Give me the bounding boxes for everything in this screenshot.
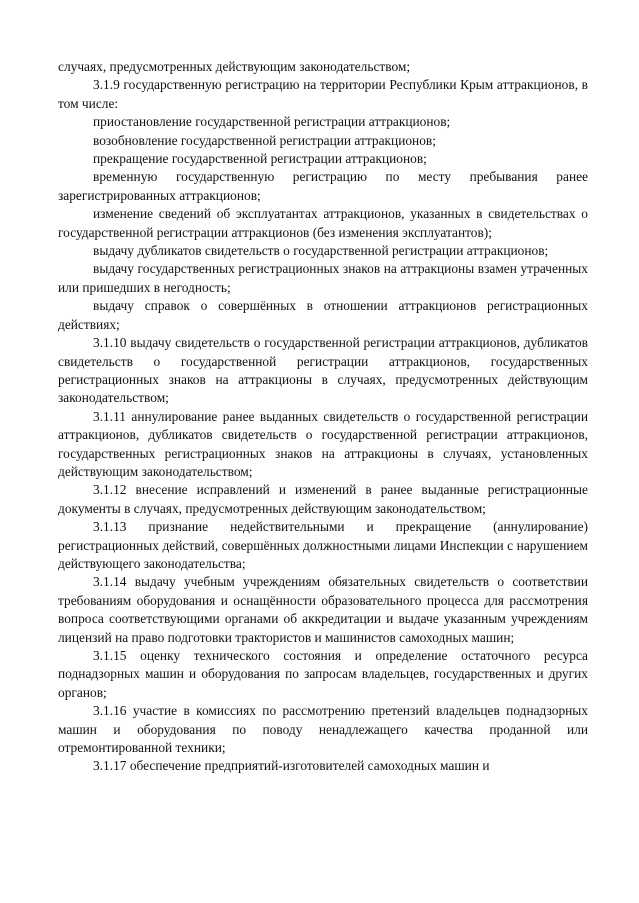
list-item-operator-changes: изменение сведений об эксплуатантах аттракционов, указанных в свидетельствах о государственной регистрации аттракционов (без изменения эксплуатантов); xyxy=(58,206,588,240)
list-item-termination: прекращение государственной регистрации аттракционов; xyxy=(93,151,427,167)
paragraph-3-1-16: 3.1.16 участие в комиссиях по рассмотрению претензий владельцев поднадзорных машин и оборудования по поводу ненадлежащего качества проданной или отремонтированной техники; xyxy=(58,703,588,756)
paragraph-3-1-13: 3.1.13 признание недействительными и прекращение (аннулирование) регистрационных действий, совершённых должностными лицами Инспекции с нарушением действующего законодательства; xyxy=(58,519,588,571)
document-page xyxy=(58,58,588,776)
list-item-duplicates: выдачу дубликатов свидетельств о государственной регистрации аттракционов; xyxy=(93,243,549,259)
paragraph-3-1-11: 3.1.11 аннулирование ранее выданных свидетельств о государственной регистрации аттракционов, дубликатов свидетельств о государственной регистрации аттракционов, государственных регистрационных знаков на аттракционы в случаях, установленных действующим законодательством; xyxy=(58,408,588,479)
paragraph-continuation: случаях, предусмотренных действующим законодательством; xyxy=(58,59,411,74)
paragraph-3-1-12: 3.1.12 внесение исправлений и изменений в ранее выданные регистрационные документы в случаях, предусмотренных действующим законодательством; xyxy=(58,482,588,516)
list-item-registration-plates: выдачу государственных регистрационных знаков на аттракционы взамен утраченных или пришедших в негодность; xyxy=(58,261,588,295)
paragraph-3-1-9: 3.1.9 государственную регистрацию на территории Республики Крым аттракционов, в том числе: xyxy=(58,77,588,111)
list-item-renewal: возобновление государственной регистрации аттракционов; xyxy=(93,132,436,148)
paragraph-3-1-14: 3.1.14 выдачу учебным учреждениям обязательных свидетельств о соответствии требованиям оборудования и оснащённости образовательного процесса для рассмотрения вопроса соответствующими органами об аккредитации и выдаче указанным учреждениям лицензий на право подготовки трактористов и машинистов самоходных машин; xyxy=(58,574,588,645)
list-item-temporary-registration: временную государственную регистрацию по месту пребывания ранее зарегистрированных аттракционов; xyxy=(58,169,588,203)
paragraph-3-1-15: 3.1.15 оценку технического состояния и определение остаточного ресурса поднадзорных машин и оборудования по запросам владельцев, государственных и других органов; xyxy=(58,648,588,700)
paragraph-3-1-17: 3.1.17 обеспечение предприятий-изготовителей самоходных машин и xyxy=(93,758,490,774)
list-item-suspension: приостановление государственной регистрации аттракционов; xyxy=(93,114,451,130)
paragraph-3-1-10: 3.1.10 выдачу свидетельств о государственной регистрации аттракционов, дубликатов свидетельств о государственной регистрации аттракционов, государственных регистрационных знаков на аттракционы в случаях, предусмотренных действующим законодательством; xyxy=(58,335,588,406)
list-item-certificates: выдачу справок о совершённых в отношении аттракционов регистрационных действиях; xyxy=(58,298,588,332)
